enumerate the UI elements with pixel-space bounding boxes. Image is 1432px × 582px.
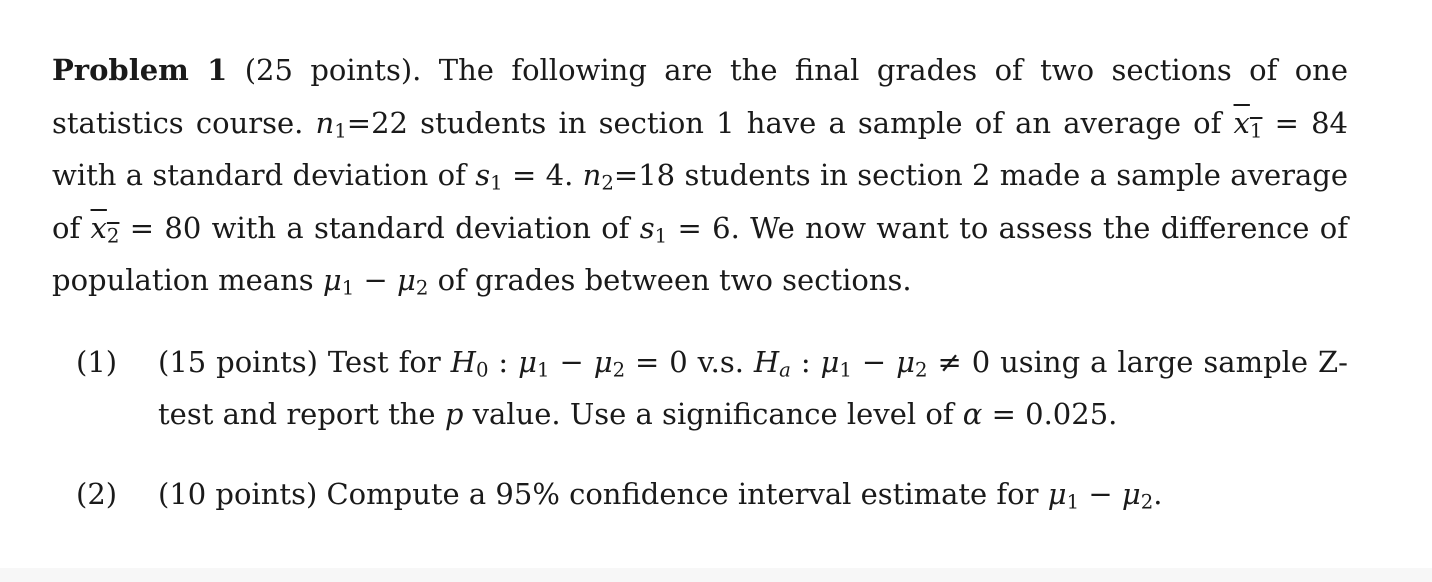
xbar1-symbol: $x_1$ xyxy=(1233,105,1263,142)
mu-difference: $\mu_1$ xyxy=(820,344,852,381)
xbar2-symbol: $x_2$ xyxy=(90,210,120,247)
mu-difference: $\mu_1$ xyxy=(322,263,355,300)
ha-symbol: $H_a$ xyxy=(753,344,791,381)
n2-symbol: $n_2$ xyxy=(582,158,614,195)
subquestion-2: (2) (10 points) Compute a 95% confidence interval estimate for $\mu_1 - \mu_2$. xyxy=(76,468,1348,521)
subquestion-points: (10 points) xyxy=(158,476,318,511)
subquestion-number: (1) xyxy=(76,344,118,379)
subquestion-points: (15 points) xyxy=(158,344,318,379)
mu-difference: $\mu_1$ xyxy=(518,344,550,381)
problem-document xyxy=(52,44,1348,520)
problem-label: Problem 1 xyxy=(52,53,228,87)
alpha-symbol: α xyxy=(962,397,983,431)
s1-symbol-second: $s_1$ xyxy=(639,210,668,247)
s1-symbol: $s_1$ xyxy=(475,158,503,195)
subquestion-number: (2) xyxy=(76,476,118,511)
page-bottom-edge xyxy=(0,568,1432,582)
h0-symbol: $H_0$ xyxy=(450,344,489,381)
mu-difference: $\mu_1$ xyxy=(1047,476,1080,513)
problem-points: (25 points). xyxy=(244,53,422,87)
subquestion-1: (1) (15 points) Test for $H_0$ : $\mu_1 - \mu_2 = 0$ v.s. $H_a$ : $\mu_1 - \mu_2 \ne 0$ using a large sample Z-test and report the p value. Use a significance level of α = 0.025. xyxy=(76,336,1348,441)
subquestion-list xyxy=(52,336,1348,521)
n1-symbol: $n_1$ xyxy=(315,105,347,142)
problem-intro: Problem 1 (25 points). The following are the final grades of two sections of one statistics course. $n_1=22$ students in section 1 have a sample of an average of $x_1 = 84$ with a standard deviation of $s_1 = 4$. $n_2=18$ students in section 2 made a sample average of $x_2 = 80$ with a standard deviation of $s_1 = 6$. We now want to assess the difference of population means $\mu_1 - \mu_2$ of grades between two sections. xyxy=(52,53,1349,300)
p-symbol: p xyxy=(444,397,464,431)
